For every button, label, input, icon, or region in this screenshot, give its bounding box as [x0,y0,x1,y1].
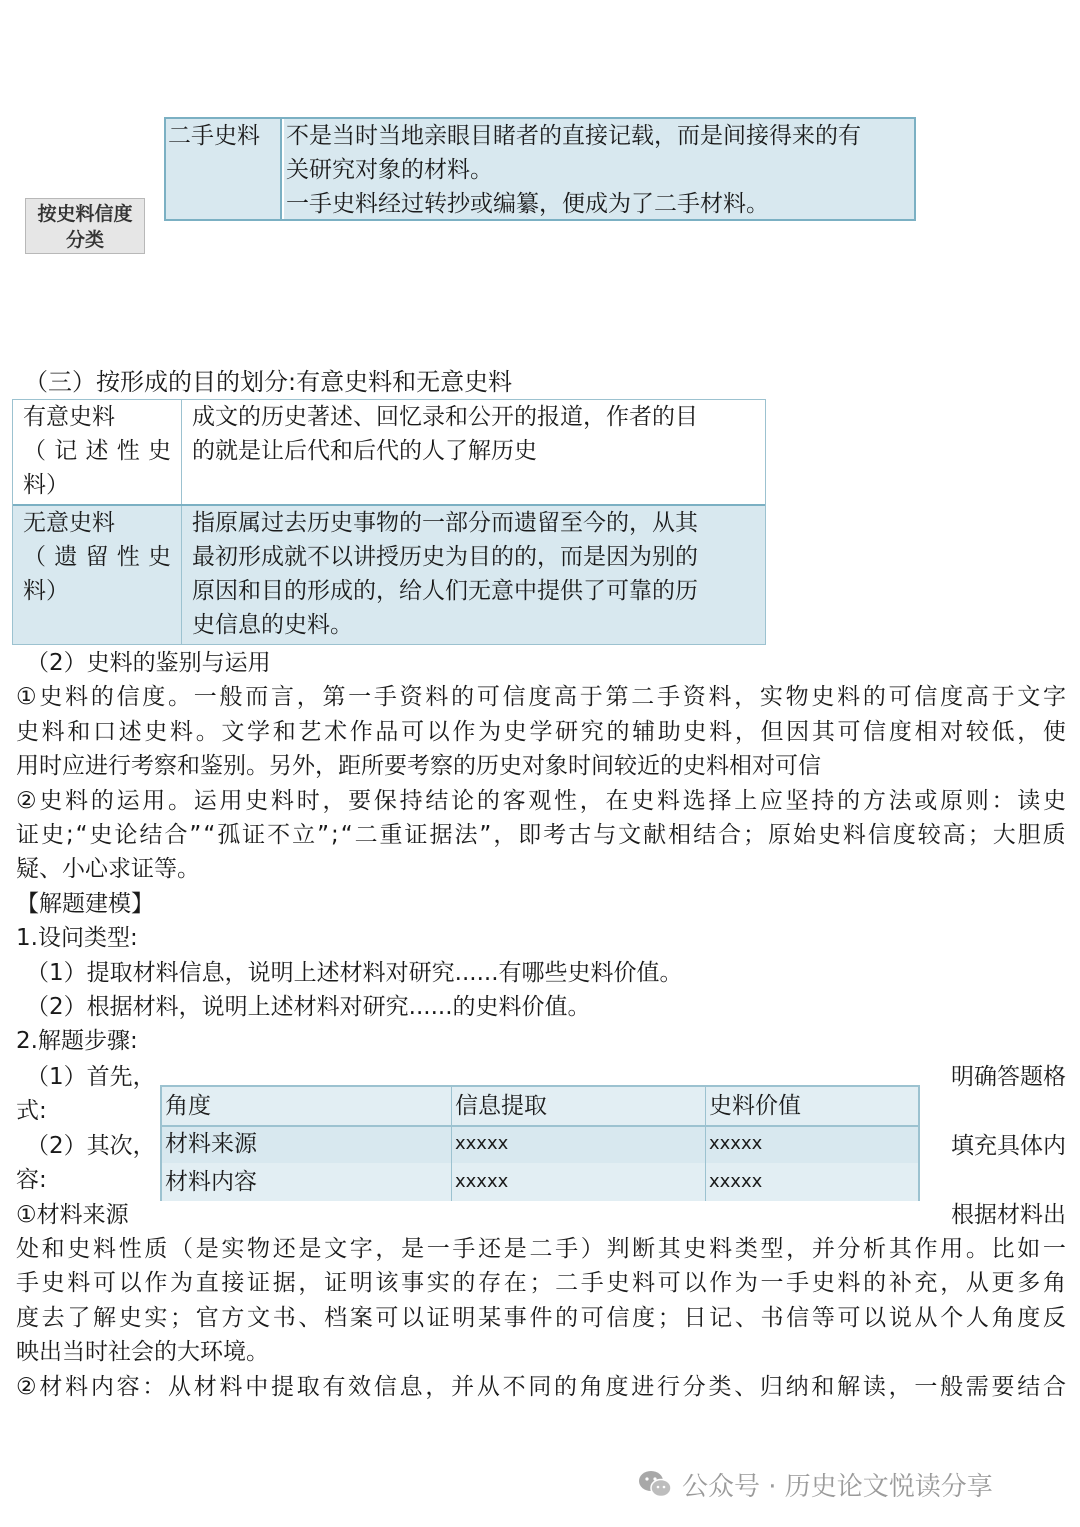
classification-label-box [25,198,145,254]
paragraph-line: ② 材 料 内 容 ： 从 材 料 中 提 取 有 效 信 息 ， 并 从 不 同 的 角 度 进 行 分 类 、 归 纳 和 解 读 ， 一 般 需 要 结 合 [16,1373,1066,1400]
classification-label-line1: 按史料信度 [37,203,133,225]
table-desc-cell [284,119,914,219]
table-cell: xxxxx [709,1171,763,1192]
row-type-cell [13,400,182,504]
header-cell: 信息提取 [452,1087,706,1125]
table-header-row [162,1087,918,1127]
table-row [13,400,765,506]
table-row [162,1125,918,1165]
wechat-icon [638,1469,672,1499]
steps-heading: 2.解题步骤: [16,1028,138,1055]
paragraph-line: ② 史 料 的 运 用 。 运 用 史 料 时 ， 要 保 持 结 论 的 客 观 性 ， 在 史 料 选 择 上 应 坚 持 的 方 法 或 原 则 ： 读 史 [16,787,1066,814]
paragraph-line: 手 史 料 可 以 作 为 直 接 证 据 ， 证 明 该 事 实 的 存 在 ； 二 手 史 料 可 以 作 为 一 手 史 料 的 补 充 ， 从 更 多 角 [16,1270,1066,1297]
question-type-heading: 1.设问类型: [16,925,138,952]
table-cell: xxxxx [709,1133,763,1154]
paragraph-line: 用时应进行考察和鉴别。另外，距所要考察的历史对象时间较近的史料相对可信 [16,753,821,780]
paragraph-line: 度 去 了 解 史 实 ； 官 方 文 书 、 档 案 可 以 证 明 某 事 件 的 可 信 度 ； 日 记 、 书 信 等 可 以 说 从 个 人 角 度 反 [16,1304,1066,1331]
step2-right: 填充具体内 [951,1132,1066,1159]
answer-format-table [160,1085,920,1201]
model-heading: 【解题建模】 [16,890,154,917]
question-item: （1）提取材料信息，说明上述材料对研究......有哪些史料价值。 [26,959,683,986]
footer-watermark [638,1462,993,1506]
section-heading: （三）按形成的目的划分:有意史料和无意史料 [24,368,513,396]
paragraph-line: 映出当时社会的大环境。 [16,1339,269,1366]
paragraph-line: ① 史 料 的 信 度 。 一 般 而 言 ， 第 一 手 资 料 的 可 信 度 高 于 第 二 手 资 料 ， 实 物 史 料 的 可 信 度 高 于 文 字 [16,684,1066,711]
step1-left: （1）首先， [26,1064,156,1090]
type-paren: （ 遗 留 性 史 [23,544,171,570]
type-name: 无意史料 [23,510,115,536]
table-cell: xxxxx [452,1163,706,1201]
body-text [16,646,1066,1059]
step2-cont: 容: [16,1167,47,1194]
header-cell: 角度 [162,1087,452,1125]
header-cell: 史料价值 [709,1093,801,1119]
row-desc-cell: 指原属过去历史事物的一部分而遗留至今的，从其 最初形成就不以讲授历史为目的的，而是因为别的 原因和目的形成的，给人们无意中提供了可靠的历 史信息的史料。 [192,510,698,638]
question-item: （2）根据材料，说明上述材料对研究......的史料价值。 [26,994,591,1021]
table-cell: 材料来源 [162,1125,452,1163]
paragraph-line: 史 料 和 口 述 史 料 。 文 学 和 艺 术 作 品 可 以 作 为 史 学 研 究 的 辅 助 史 料 ， 但 因 其 可 信 度 相 对 较 低 ， 使 [16,718,1066,745]
desc-line: 不是当时当地亲眼目睹者的直接记载，而是间接得来的有 [286,123,861,149]
type-paren-end: 料） [23,578,69,604]
step2-left: （2）其次， [26,1132,156,1159]
step1-cont: 式: [16,1098,47,1125]
table-row [13,506,765,644]
purpose-classification-table [12,399,766,645]
paragraph-line: 证 史 ; “ 史 论 结 合 ” “ 孤 证 不 立 ” ; “ 二 重 证 据 法 ” ， 即 考 古 与 文 献 相 结 合 ； 原 始 史 料 信 度 较 高 ； 大 胆 质 [16,822,1066,849]
table-row [162,1163,918,1201]
table-cell: xxxxx [452,1125,706,1163]
type-paren-end: 料） [23,472,69,498]
paragraph-line: 处 和 史 料 性 质 （ 是 实 物 还 是 文 字 ， 是 一 手 还 是 二 手 ） 判 断 其 史 料 类 型 ， 并 分 析 其 作 用 。 比 如 一 [16,1236,1066,1263]
secondary-source-table [164,117,916,221]
desc-line: 关研究对象的材料。 [286,157,493,183]
footer-text: 公众号 · 历史论文悦读分享 [682,1471,993,1502]
step1-right: 明确答题格 [951,1064,1066,1090]
table-cell: 材料内容 [162,1163,452,1201]
paragraph-line: 疑、小心求证等。 [16,856,200,883]
classification-label-line2: 分类 [65,229,104,251]
row-type-cell [13,506,182,644]
row-desc-cell: 成文的历史著述、回忆录和公开的报道，作者的目 的就是让后代和后代的人了解历史 [192,404,698,464]
type-paren: （ 记 述 性 史 [23,438,171,464]
desc-line: 一手史料经过转抄或编纂，便成为了二手材料。 [286,191,769,217]
material-source-left: ①材料来源 [16,1201,129,1228]
material-source-right: 根据材料出 [951,1201,1066,1228]
table-label-cell: 二手史料 [166,119,282,219]
subheading: （2）史料的鉴别与运用 [26,650,271,676]
type-name: 有意史料 [23,404,115,430]
